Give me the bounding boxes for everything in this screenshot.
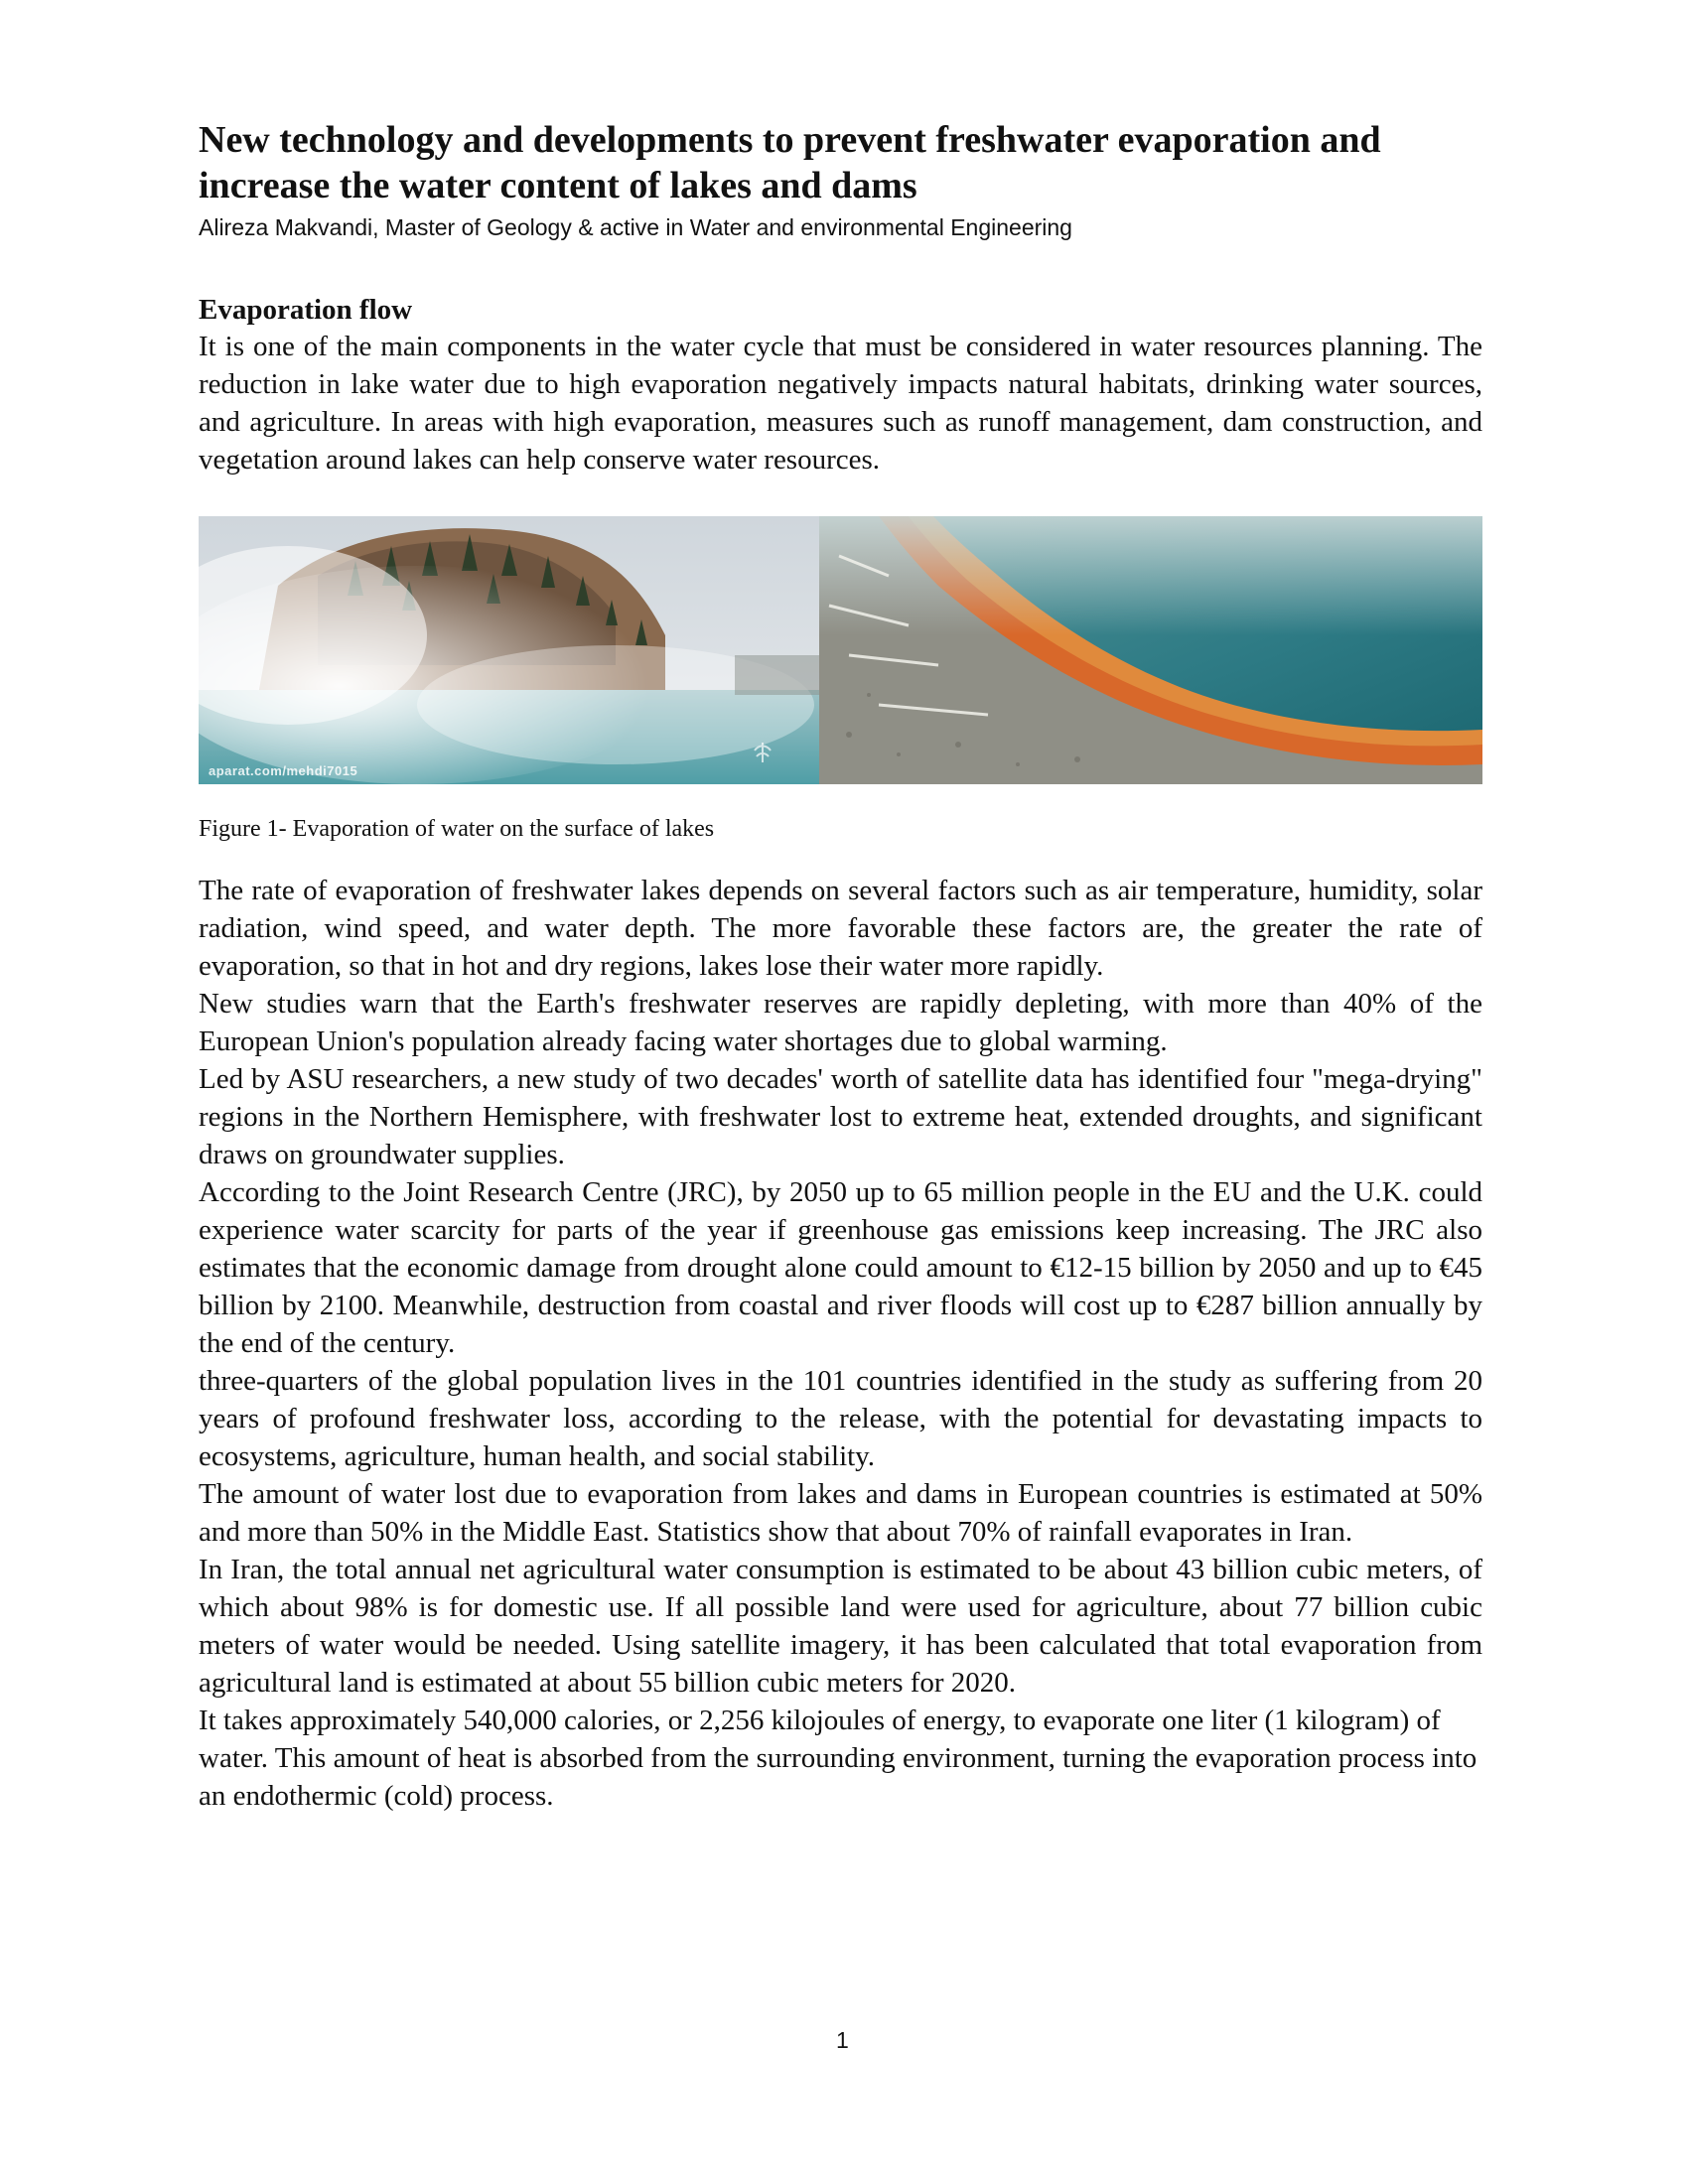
body-paragraph-8: It takes approximately 540,000 calories, or 2,256 kilojoules of energy, to evaporate one liter (1 kilogram) of water. This amount of heat is absorbed from the surrounding environment, turning the evaporation process into an endothermic (cold) process. xyxy=(199,1705,1477,1812)
body-paragraph-1: The rate of evaporation of freshwater lakes depends on several factors such as air temperature, humidity, solar radiation, wind speed, and water depth. The more favorable these factors are, the greater the rate of evaporation, so that in hot and dry regions, lakes lose their water more rapidly. xyxy=(199,875,1482,982)
document-title: New technology and developments to prevent freshwater evaporation and increase the water content of lakes and dams xyxy=(199,119,1381,206)
body-paragraph-5: three-quarters of the global population lives in the 101 countries identified in the study as suffering from 20 years of profound freshwater loss, according to the release, with the potential for devastating impacts to ecosystems, agriculture, human health, and social stability. xyxy=(199,1365,1482,1472)
body-paragraph-6: The amount of water lost due to evaporation from lakes and dams in European countries is estimated at 50% and more than 50% in the Middle East. Statistics show that about 70% of rainfall evaporates in Iran. xyxy=(199,1478,1482,1548)
body-paragraph-2: New studies warn that the Earth's freshwater reserves are rapidly depleting, with more than 40% of the European Union's population already facing water shortages due to global warming. xyxy=(199,988,1482,1057)
author-line: Alireza Makvandi, Master of Geology & active in Water and environmental Engineering xyxy=(199,214,1072,240)
hot-spring-photo-right xyxy=(819,516,1482,784)
steaming-lake-photo-left xyxy=(199,516,819,784)
steaming-hillside-lake-image xyxy=(199,516,819,784)
body-text xyxy=(199,872,1482,1815)
page-number: 1 xyxy=(836,2027,849,2053)
body-paragraph-4: According to the Joint Research Centre (JRC), by 2050 up to 65 million people in the EU and the U.K. could experience water scarcity for parts of the year if greenhouse gas emissions keep increasing. The JRC also estimates that the economic damage from drought alone could amount to €12-15 billion by 2050 and up to €45 billion by 2100. Meanwhile, destruction from coastal and river floods will cost up to €287 billion annually by the end of the century. xyxy=(199,1176,1482,1359)
figure-caption: Figure 1- Evaporation of water on the surface of lakes xyxy=(199,816,715,842)
intro-paragraph: It is one of the main components in the water cycle that must be considered in water resources planning. The reduction in lake water due to high evaporation negatively impacts natural habitats, drinking water sources, and agriculture. In areas with high evaporation, measures such as runoff management, dam construction, and vegetation around lakes can help conserve water resources. xyxy=(199,331,1482,476)
section-heading: Evaporation flow xyxy=(199,294,413,326)
hot-spring-orange-rim-image xyxy=(819,516,1482,784)
image-watermark: aparat.com/mehdi7015 xyxy=(209,763,358,778)
body-paragraph-7: In Iran, the total annual net agricultural water consumption is estimated to be about 43 billion cubic meters, of which about 98% is for domestic use. If all possible land were used for agriculture, about 77 billion cubic meters of water would be needed. Using satellite imagery, it has been calculated that total evaporation from agricultural land is estimated at about 55 billion cubic meters for 2020. xyxy=(199,1554,1482,1699)
body-paragraph-3: Led by ASU researchers, a new study of two decades' worth of satellite data has identified four "mega-drying" regions in the Northern Hemisphere, with freshwater lost to extreme heat, extended droughts, and significant draws on groundwater supplies. xyxy=(199,1063,1482,1170)
figure-images xyxy=(199,516,1482,784)
